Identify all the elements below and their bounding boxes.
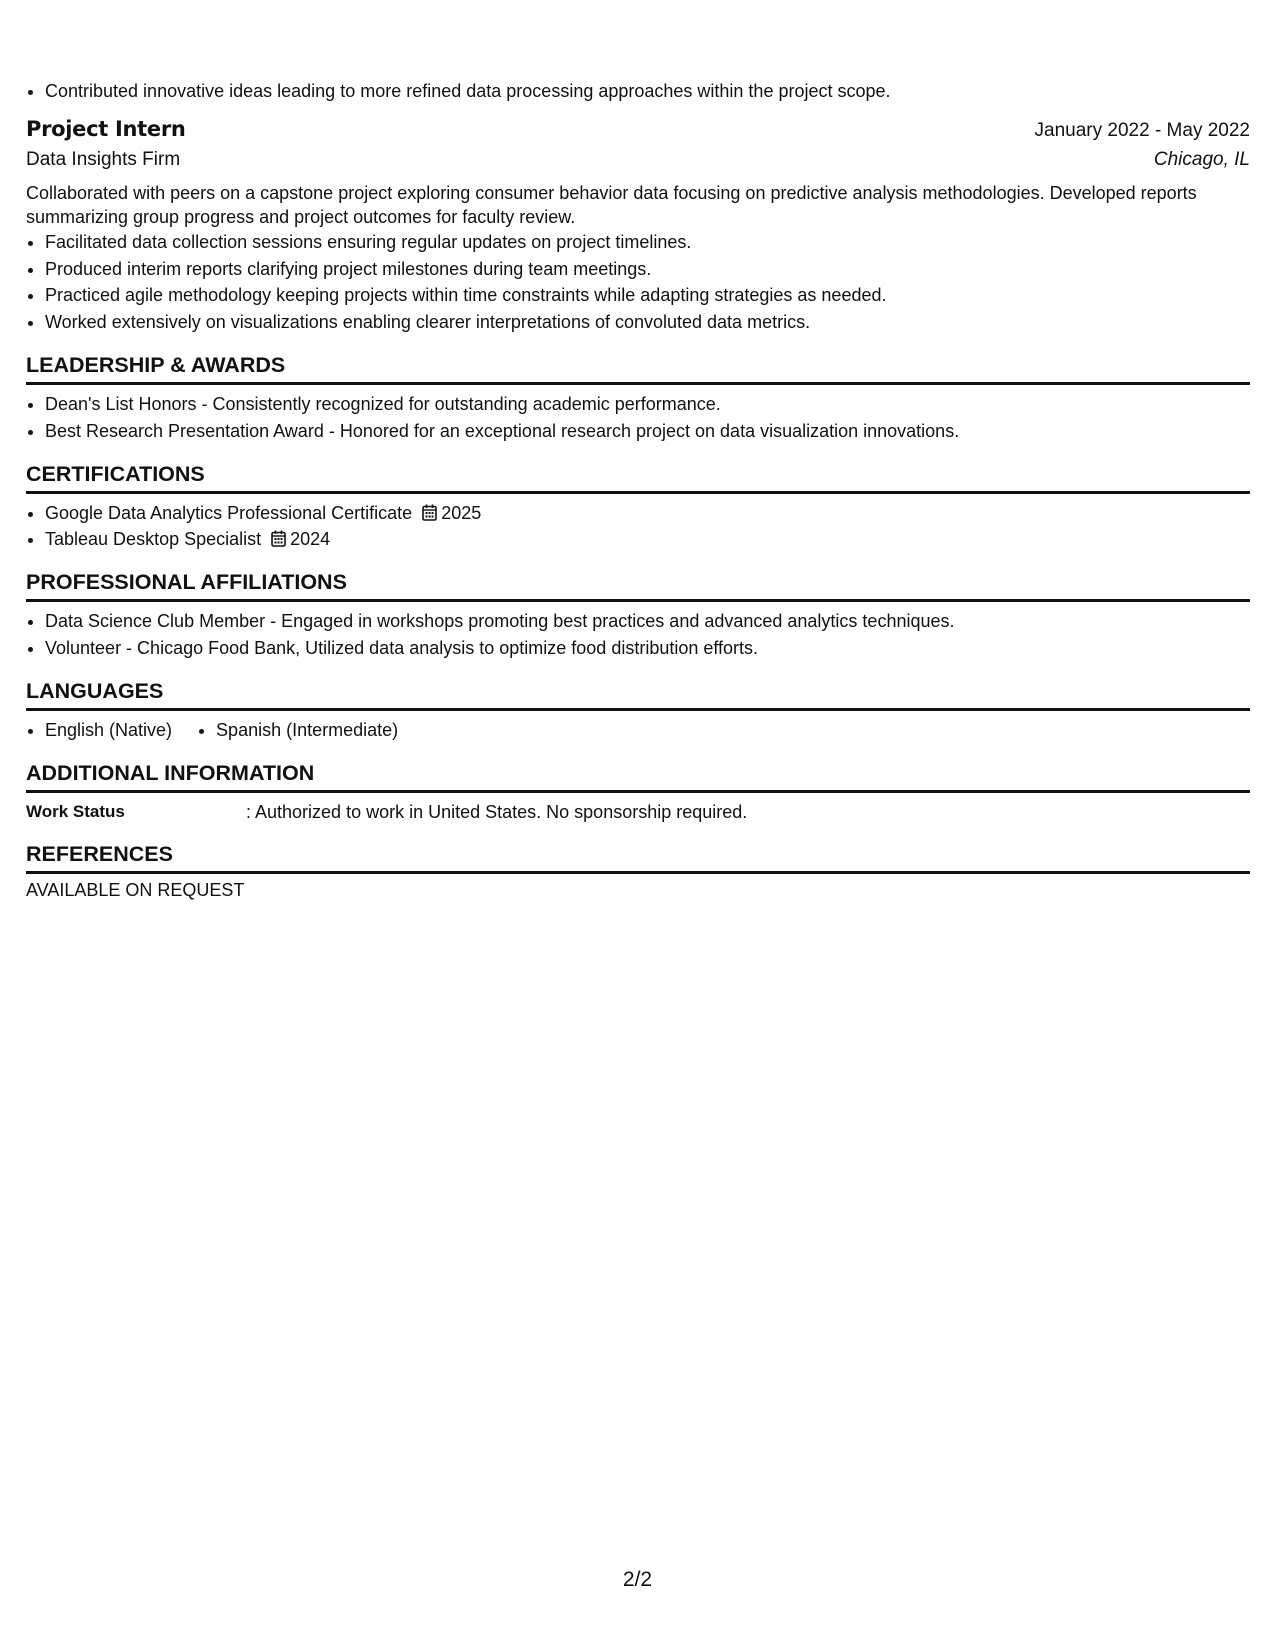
section-title: LEADERSHIP & AWARDS	[26, 353, 1250, 385]
list-item: • Volunteer - Chicago Food Bank, Utilized data analysis to optimize food distribution efforts.	[45, 635, 1250, 662]
list-item	[45, 500, 1250, 527]
work-status-label: Work Status	[26, 801, 125, 821]
references-section	[26, 842, 1250, 901]
resume-page	[26, 78, 1250, 901]
job-location: Chicago, IL	[1153, 148, 1250, 170]
certification-year: 2025	[441, 502, 482, 523]
list-item: • Worked extensively on visualizations enabling clearer interpretations of convoluted data metrics.	[45, 309, 1250, 336]
certifications-section	[26, 462, 1250, 554]
certification-name: Google Data Analytics Professional Certificate	[45, 502, 413, 523]
job-description: Collaborated with peers on a capstone project exploring consumer behavior data focusing on predictive analysis methodologies. Developed reports summarizing group progress and project outcomes for faculty review.	[26, 182, 1197, 227]
list-item: • English (Native)	[45, 717, 172, 744]
leadership-section	[26, 353, 1250, 445]
list-item: • Dean's List Honors - Consistently recognized for outstanding academic performance.	[45, 391, 1250, 418]
additional-info-section	[26, 761, 1250, 825]
languages-section	[26, 679, 1250, 744]
work-status-row	[26, 799, 1250, 825]
list-item: • Produced interim reports clarifying project milestones during team meetings.	[45, 256, 1250, 283]
job-subheader	[26, 149, 1250, 171]
section-title: LANGUAGES	[26, 679, 1250, 711]
work-status-value: : Authorized to work in United States. No sponsorship required.	[246, 801, 748, 822]
certification-year: 2024	[290, 529, 331, 550]
list-item	[45, 526, 1250, 553]
section-title: CERTIFICATIONS	[26, 462, 1250, 494]
list-item: • Facilitated data collection sessions ensuring regular updates on project timelines.	[45, 229, 1250, 256]
affiliations-section	[26, 570, 1250, 662]
section-title: REFERENCES	[26, 842, 1250, 874]
section-title: ADDITIONAL INFORMATION	[26, 761, 1250, 793]
section-title: PROFESSIONAL AFFILIATIONS	[26, 570, 1250, 602]
list-item: • Best Research Presentation Award - Honored for an exceptional research project on data visualization innovations.	[45, 418, 1250, 445]
list-item: • Data Science Club Member - Engaged in workshops promoting best practices and advanced analytics techniques.	[45, 608, 1250, 635]
certifications-list	[26, 500, 1250, 554]
job-dates: January 2022 - May 2022	[1034, 119, 1250, 141]
job-company: Data Insights Firm	[26, 148, 181, 170]
list-item: • Practiced agile methodology keeping projects within time constraints while adapting strategies as needed.	[45, 282, 1250, 309]
certification-name: Tableau Desktop Specialist	[45, 529, 262, 550]
calendar-icon	[422, 504, 437, 521]
experience-tail-bullets	[26, 78, 1250, 105]
page-number: 2/2	[622, 1568, 653, 1591]
calendar-icon	[271, 530, 286, 547]
languages-list	[26, 717, 1250, 744]
list-item: • Spanish (Intermediate)	[216, 717, 398, 744]
leadership-list	[26, 391, 1250, 445]
references-text: AVAILABLE ON REQUEST	[26, 879, 245, 900]
job-title: Project Intern	[26, 116, 186, 141]
job-bullets	[26, 229, 1250, 336]
affiliations-list	[26, 608, 1250, 662]
list-item: • Contributed innovative ideas leading to more refined data processing approaches within the project scope.	[45, 78, 1250, 105]
job-header	[26, 117, 1250, 142]
